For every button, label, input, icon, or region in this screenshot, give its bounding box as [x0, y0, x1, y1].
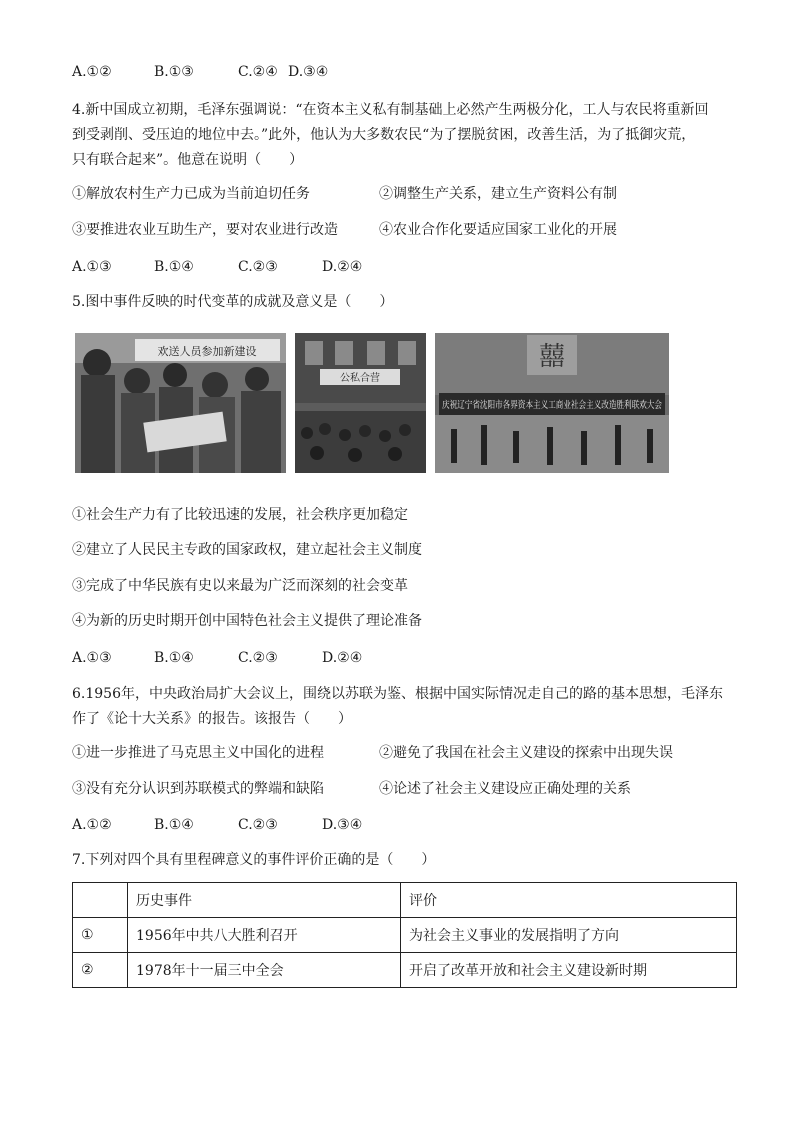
q6-statement-2: ②避免了我国在社会主义建设的探索中出现失误: [379, 745, 673, 761]
q4-option-d[interactable]: D.②④: [322, 259, 363, 275]
q5-option-d[interactable]: D.②④: [322, 650, 363, 666]
q4-options: [72, 257, 362, 277]
q6-option-d[interactable]: D.③④: [322, 817, 363, 833]
q3-options: [72, 62, 328, 82]
q5-statement-3: ③完成了中华民族有史以来最为广泛而深刻的社会变革: [72, 578, 408, 594]
q5-statement-2: ②建立了人民民主专政的国家政权，建立起社会主义制度: [72, 542, 422, 558]
q3-option-b[interactable]: B.①③: [154, 64, 194, 80]
q5-photo-1: [75, 333, 286, 473]
q5-photo-3: [435, 333, 718, 473]
q4-option-b[interactable]: B.①④: [154, 259, 194, 275]
q6-option-c[interactable]: C.②③: [238, 817, 278, 833]
q6-option-b[interactable]: B.①④: [154, 817, 194, 833]
q5-photo-2: [295, 333, 426, 473]
table-header-cell: 历史事件: [128, 883, 401, 918]
q5-options: [72, 648, 362, 668]
q4-stem-line-3: 只有联合起来”。他意在说明（ ）: [72, 152, 304, 168]
q3-option-a[interactable]: A.①②: [72, 64, 112, 80]
q5-option-a[interactable]: A.①③: [72, 650, 112, 666]
q6-statement-3: ③没有充分认识到苏联模式的弊端和缺陷: [72, 781, 324, 797]
q4-statement-1: ①解放农村生产力已成为当前迫切任务: [72, 186, 310, 202]
q6-statement-1: ①进一步推进了马克思主义中国化的进程: [72, 745, 324, 761]
q5-photo-2-banner: 公私合营: [340, 373, 380, 384]
q4-option-c[interactable]: C.②③: [238, 259, 278, 275]
q7-table: [72, 882, 737, 988]
table-cell: 开启了改革开放和社会主义建设新时期: [401, 953, 737, 988]
table-cell: 为社会主义事业的发展指明了方向: [401, 918, 737, 953]
q4-stem-line-1: 4.新中国成立初期，毛泽东强调说：“在资本主义私有制基础上必然产生两极分化，工人与农民将重新回: [72, 102, 709, 118]
q5-photo-1-banner: 欢送人员参加新建设: [157, 345, 257, 358]
q6-option-a[interactable]: A.①②: [72, 817, 112, 833]
table-header-cell: [73, 883, 128, 918]
svg-text:囍: 囍: [538, 342, 566, 372]
q6-options: [72, 815, 362, 835]
q4-statement-4: ④农业合作化要适应国家工业化的开展: [379, 222, 617, 238]
q6-stem-line-2: 作了《论十大关系》的报告。该报告（ ）: [72, 711, 352, 727]
q4-option-a[interactable]: A.①③: [72, 259, 112, 275]
q4-statement-2: ②调整生产关系，建立生产资料公有制: [379, 186, 617, 202]
q6-stem-line-1: 6.1956年，中央政治局扩大会议上，围绕以苏联为鉴、根据中国实际情况走自己的路的基本思想，毛泽东: [72, 686, 723, 702]
q4-stem-line-2: 到受剥削、受压迫的地位中去。”此外，他认为大多数农民“为了摆脱贫困，改善生活，为了抵御灾荒，: [72, 127, 696, 143]
q5-statement-4: ④为新的历史时期开创中国特色社会主义提供了理论准备: [72, 613, 422, 629]
q3-option-c[interactable]: C.②④: [238, 64, 278, 80]
q5-statement-1: ①社会生产力有了比较迅速的发展，社会秩序更加稳定: [72, 507, 408, 523]
table-cell: ②: [73, 953, 128, 988]
table-header-cell: 评价: [401, 883, 737, 918]
q5-photo-3-banner: 庆祝辽宁省沈阳市各界资本主义工商业社会主义改造胜利联欢大会: [442, 400, 718, 411]
table-header-row: [73, 883, 737, 918]
table-row: [73, 953, 737, 988]
q5-option-c[interactable]: C.②③: [238, 650, 278, 666]
q3-option-d[interactable]: D.③④: [288, 64, 329, 80]
q5-stem: 5.图中事件反映的时代变革的成就及意义是（ ）: [72, 294, 394, 310]
q4-statement-3: ③要推进农业互助生产，要对农业进行改造: [72, 222, 338, 238]
table-cell: ①: [73, 918, 128, 953]
table-cell: 1956年中共八大胜利召开: [128, 918, 401, 953]
q7-stem: 7.下列对四个具有里程碑意义的事件评价正确的是（ ）: [72, 852, 436, 868]
q6-statement-4: ④论述了社会主义建设应正确处理的关系: [379, 781, 631, 797]
table-row: [73, 918, 737, 953]
table-cell: 1978年十一届三中全会: [128, 953, 401, 988]
q5-option-b[interactable]: B.①④: [154, 650, 194, 666]
